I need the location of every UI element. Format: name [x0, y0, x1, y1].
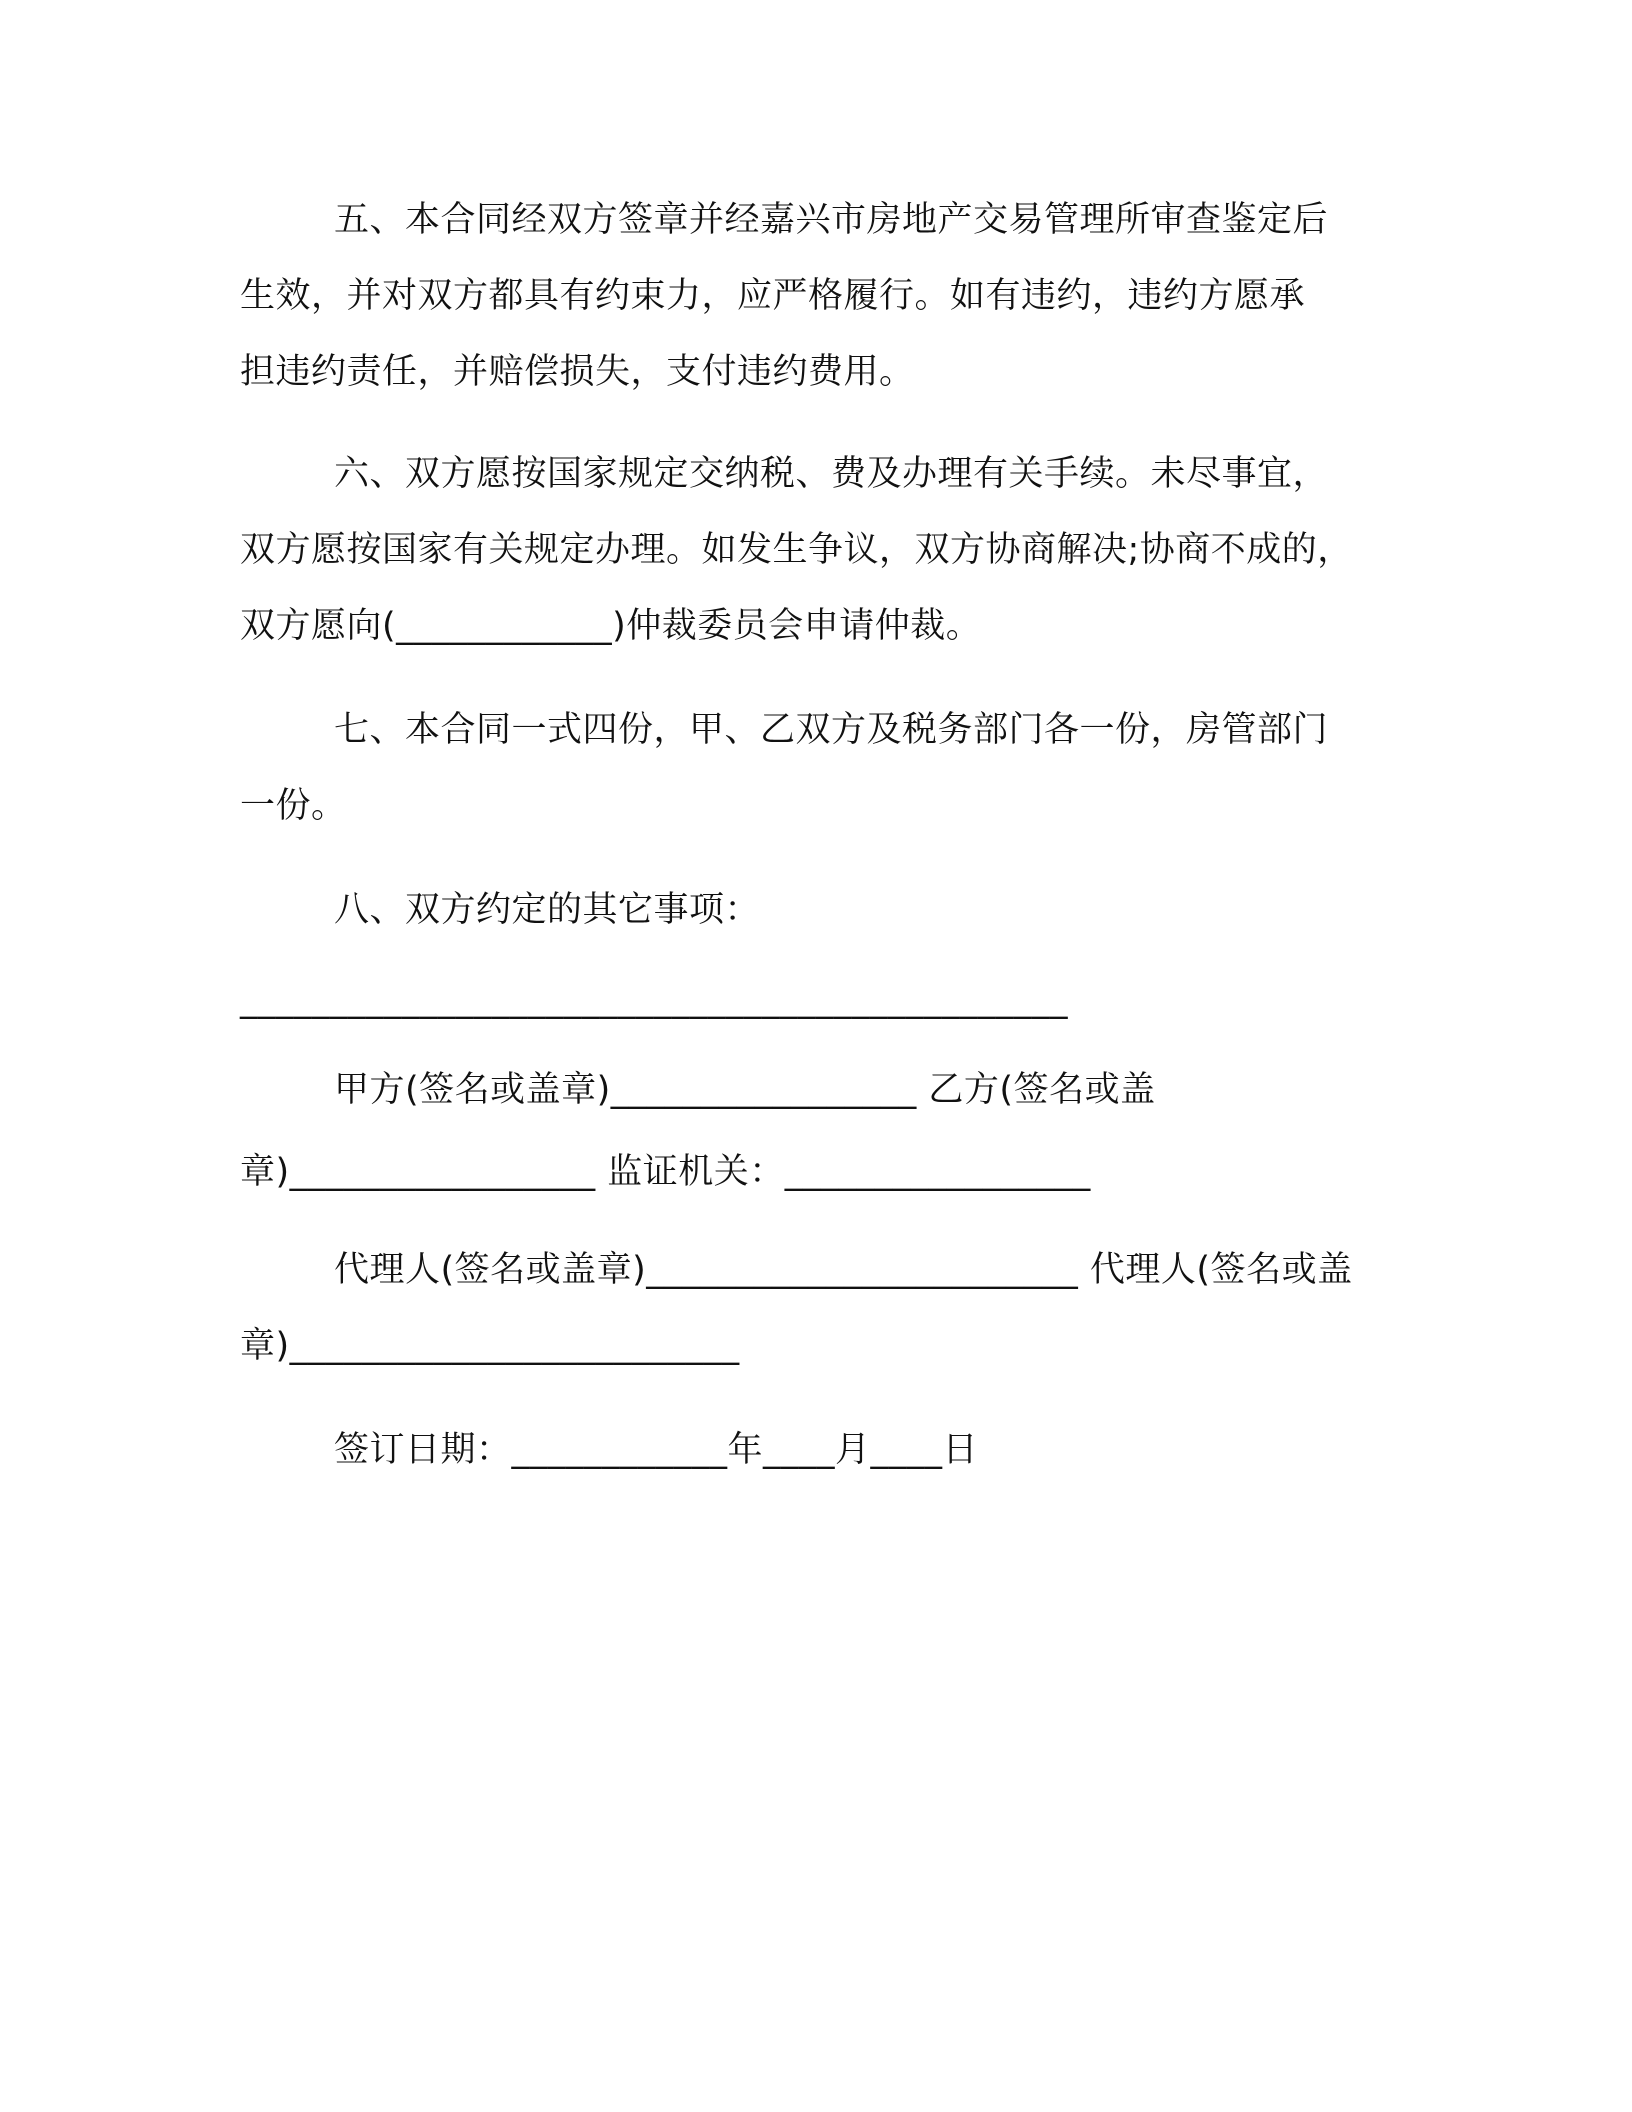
clause-7-line-1: 七、本合同一式四份，甲、乙双方及税务部门各一份，房管部门 — [334, 710, 1329, 750]
clause-6-line-2: 双方愿按国家有关规定办理。如发生争议，双方协商解决;协商不成的， — [240, 530, 1353, 570]
signature-line-1: 甲方(签名或盖章)_________________ 乙方(签名或盖 — [334, 1070, 1156, 1110]
signing-date-line: 签订日期：____________年____月____日 — [334, 1430, 979, 1470]
clause-7-line-2: 一份。 — [240, 786, 347, 826]
clause-8-blank-line: ______________________________________________ — [240, 980, 1068, 1020]
clause-6-line-3: 双方愿向(____________)仲裁委员会申请仲裁。 — [240, 606, 982, 646]
clause-5-line-3: 担违约责任，并赔偿损失，支付违约费用。 — [240, 352, 915, 392]
clause-5-line-1: 五、本合同经双方签章并经嘉兴市房地产交易管理所审查鉴定后 — [334, 200, 1329, 240]
clause-5-line-2: 生效，并对双方都具有约束力，应严格履行。如有违约，违约方愿承 — [240, 276, 1306, 316]
agent-signature-line-1: 代理人(签名或盖章)________________________ 代理人(签名或盖 — [334, 1250, 1353, 1290]
agent-signature-line-2: 章)_________________________ — [240, 1326, 740, 1366]
signature-line-2: 章)_________________ 监证机关：_________________ — [240, 1152, 1091, 1192]
clause-8-heading: 八、双方约定的其它事项： — [334, 890, 761, 930]
clause-6-line-1: 六、双方愿按国家规定交纳税、费及办理有关手续。未尽事宜， — [334, 454, 1329, 494]
